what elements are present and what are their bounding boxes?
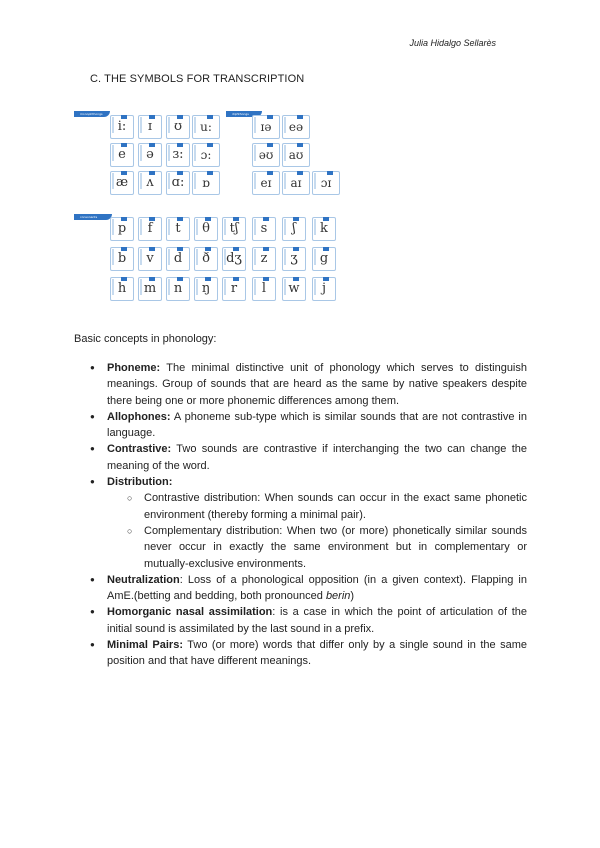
- ipa-symbol: u:: [192, 115, 220, 139]
- term-definition: : is a case in which the point of articulation of the initial sound is assimilated by the last sound in a prefix.: [107, 606, 527, 635]
- ipa-symbol: əʊ: [252, 143, 280, 167]
- ipa-symbol: ɪ: [138, 115, 162, 139]
- ipa-symbol: ʊ: [166, 115, 190, 139]
- ipa-symbol: s: [252, 217, 276, 241]
- ipa-symbol: r: [222, 277, 246, 301]
- list-item: [90, 409, 527, 442]
- ipa-symbol: w: [282, 277, 306, 301]
- ipa-symbol: v: [138, 247, 162, 271]
- term-definition: The minimal distinctive unit of phonology which serves to distinguish meanings. Group of sounds that are heard as the same by native speakers despite there being one or more phonemic differences among them.: [107, 362, 527, 407]
- concept-list: [90, 360, 527, 670]
- ipa-chart: [74, 105, 344, 305]
- list-item: [90, 572, 527, 605]
- intro-text: Basic concepts in phonology:: [74, 333, 217, 345]
- ipa-symbol: d: [166, 247, 190, 271]
- ipa-symbol: m: [138, 277, 162, 301]
- ipa-symbol: ɪə: [252, 115, 280, 139]
- term-label: Neutralization: [107, 573, 180, 586]
- list-item: [90, 474, 527, 572]
- distribution-sublist: [107, 490, 527, 571]
- ipa-symbol: ɑ:: [166, 171, 190, 195]
- term-label: Contrastive:: [107, 443, 172, 456]
- ipa-symbol: z: [252, 247, 276, 271]
- ipa-symbol: n: [166, 277, 190, 301]
- ipa-symbol: ŋ: [194, 277, 218, 301]
- ipa-symbol: p: [110, 217, 134, 241]
- sub-list-item: ○ Contrastive distribution: When sounds can occur in the exact same phonetic environment (thereby forming a minimal pair).: [107, 490, 527, 523]
- ipa-symbol: aɪ: [282, 171, 310, 195]
- closing-paren: ): [350, 590, 355, 603]
- ipa-symbol: k: [312, 217, 336, 241]
- ipa-symbol: ʃ: [282, 217, 306, 241]
- term-definition: : Loss of a phonological opposition (in a given context). Flapping in AmE.(betting and bedding, both pronounced: [107, 573, 527, 603]
- list-item: [90, 360, 527, 409]
- term-definition: Two sounds are contrastive if interchanging the two can change the meaning of the word.: [107, 443, 527, 472]
- ipa-symbol: ʌ: [138, 171, 162, 195]
- list-item: [90, 441, 527, 474]
- ipa-symbol: aʊ: [282, 143, 310, 167]
- list-item: [90, 604, 527, 637]
- section-title: C. THE SYMBOLS FOR TRANSCRIPTION: [90, 73, 305, 85]
- ipa-symbol: ə: [138, 143, 162, 167]
- ipa-symbol: æ: [110, 171, 134, 195]
- ipa-symbol: ɔɪ: [312, 171, 340, 195]
- term-definition: Two (or more) words that differ only by a single sound in the same position and that have different meanings.: [107, 639, 527, 668]
- term-label: Allophones:: [107, 410, 171, 423]
- ipa-symbol: ɔ:: [192, 143, 220, 167]
- ipa-symbol: ɒ: [192, 171, 220, 195]
- ipa-symbol: tʃ: [222, 217, 246, 241]
- ipa-symbol: ʒ: [282, 247, 306, 271]
- ipa-symbol: ɜ:: [166, 143, 190, 167]
- term-label: Distribution:: [107, 476, 173, 489]
- ipa-symbol: i:: [110, 115, 134, 139]
- ipa-symbol: j: [312, 277, 336, 301]
- ipa-symbol: l: [252, 277, 276, 301]
- ipa-symbol: ð: [194, 247, 218, 271]
- ipa-symbol: dʒ: [222, 247, 246, 271]
- ipa-symbol: eə: [282, 115, 310, 139]
- term-label: Phoneme:: [107, 362, 161, 374]
- example-word: berin: [325, 590, 351, 603]
- list-item: [90, 637, 527, 670]
- term-label: Homorganic nasal assimilation: [107, 606, 273, 619]
- term-definition: A phoneme sub-type which is similar sounds that are not contrastive in language.: [107, 410, 527, 440]
- sub-list-item: ○ Complementary distribution: When two (or more) phonetically similar sounds never occur in exactly the same environment but in complementary or mutually-exclusive environments.: [107, 523, 527, 572]
- ipa-symbol: b: [110, 247, 134, 271]
- ipa-symbol: g: [312, 247, 336, 271]
- consonants-label: consonants: [74, 214, 112, 220]
- ipa-symbol: θ: [194, 217, 218, 241]
- term-label: Minimal Pairs:: [107, 639, 183, 652]
- diphthongs-label: diphthongs: [226, 111, 262, 117]
- vowels-label: monophthongs: [74, 111, 110, 117]
- ipa-symbol: f: [138, 217, 162, 241]
- author-name: Julia Hidalgo Sellarès: [409, 38, 496, 48]
- ipa-symbol: eɪ: [252, 171, 280, 195]
- ipa-symbol: t: [166, 217, 190, 241]
- ipa-symbol: h: [110, 277, 134, 301]
- ipa-symbol: e: [110, 143, 134, 167]
